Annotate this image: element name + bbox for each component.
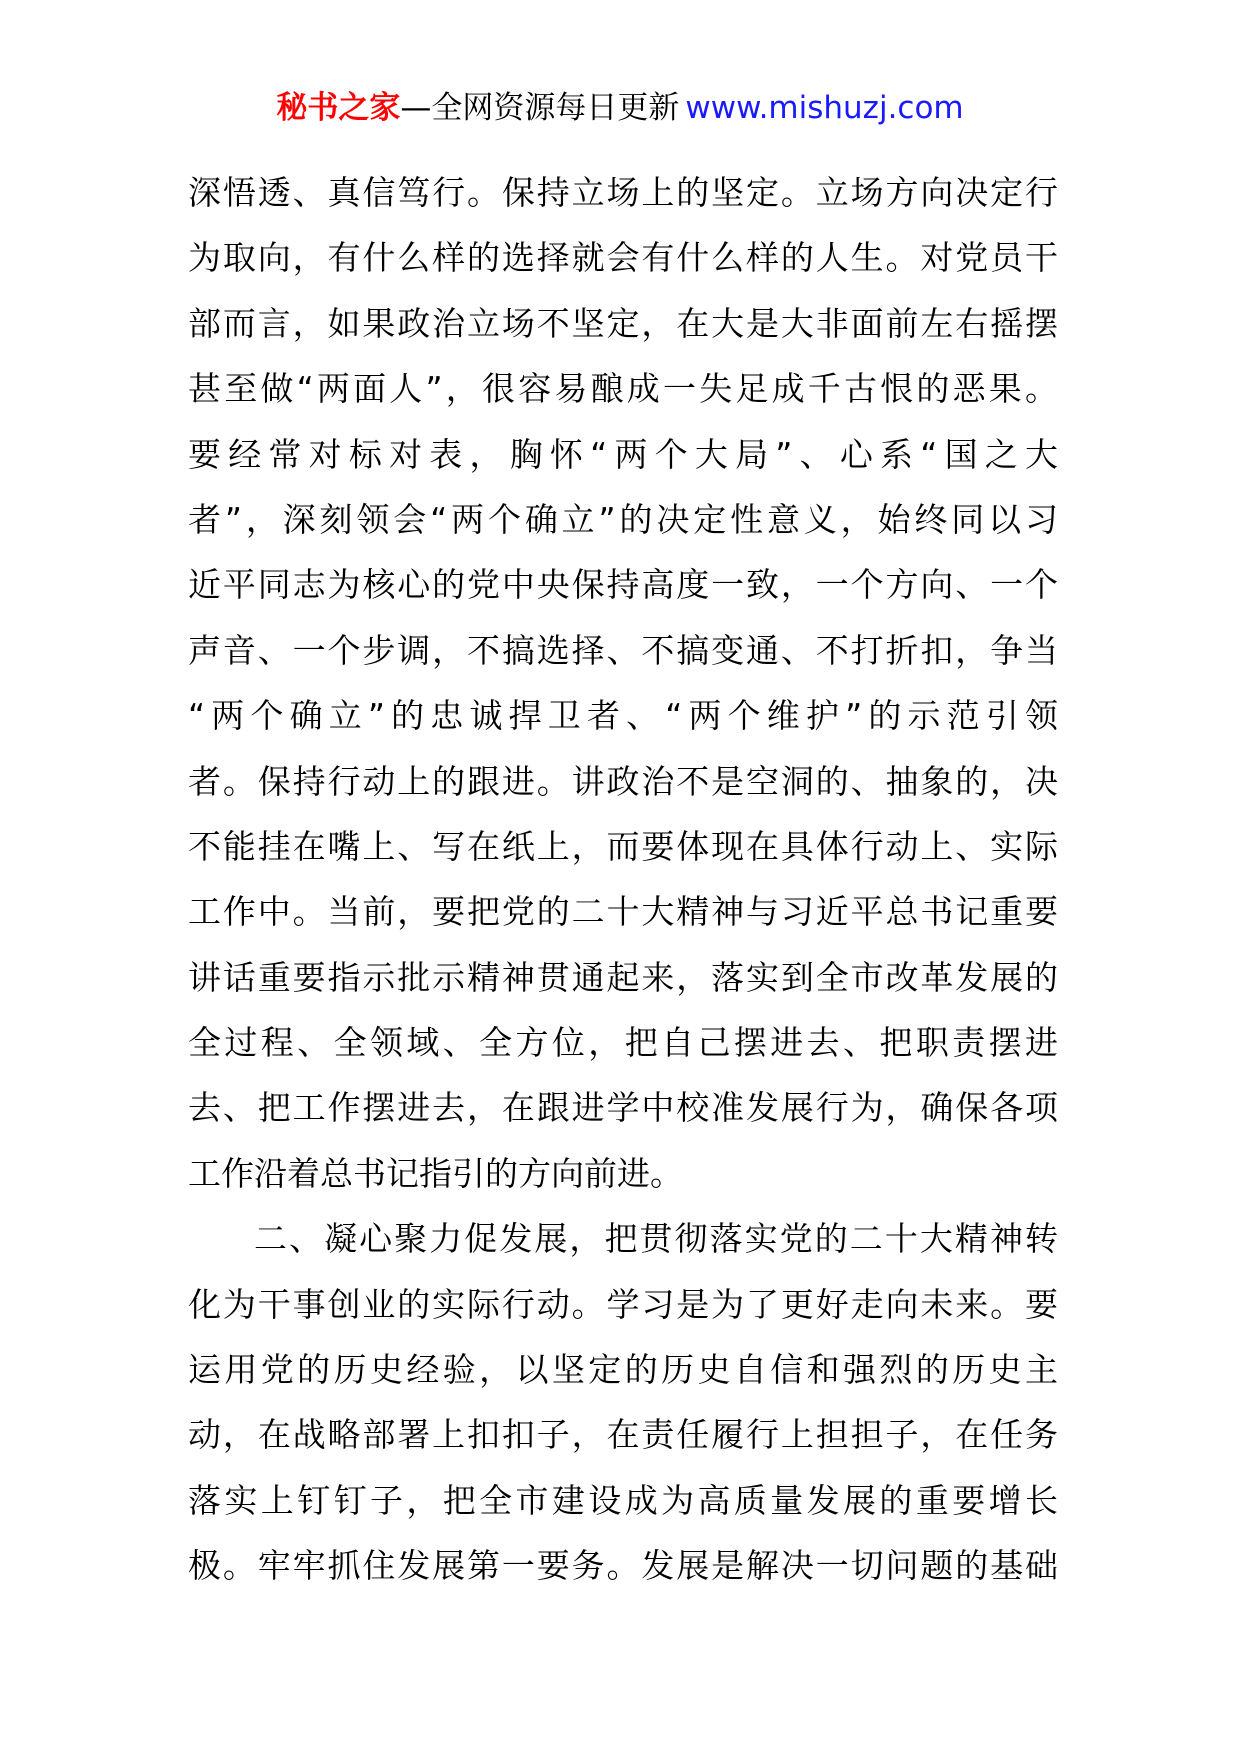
text-line: 化为干事创业的实际行动。学习是为了更好走向未来。要 [188, 1284, 1058, 1324]
document-body [188, 160, 1058, 1599]
text-line: 落实上钉钉子，把全市建设成为高质量发展的重要增长 [188, 1480, 1058, 1520]
text-line: 要经常对标对表，胸怀“两个大局”、心系“国之大 [188, 434, 1058, 474]
text-line: 声音、一个步调，不搞选择、不搞变通、不打折扣，争当 [188, 630, 1058, 670]
section-heading-line: 二、凝心聚力促发展，把贯彻落实党的二十大精神转 [254, 1219, 1058, 1259]
paragraph-end-line: 工作沿着总书记指引的方向前进。 [188, 1153, 683, 1193]
text-line: 深悟透、真信笃行。保持立场上的坚定。立场方向决定行 [188, 173, 1058, 212]
text-line: 近平同志为核心的党中央保持高度一致，一个方向、一个 [188, 565, 1058, 605]
header-tagline: —全网资源每日更新 [400, 90, 680, 126]
text-line: 极。牢牢抓住发展第一要务。发展是解决一切问题的基础 [188, 1546, 1058, 1586]
text-line: 者。保持行动上的跟进。讲政治不是空洞的、抽象的，决 [188, 761, 1058, 801]
text-line: 去、把工作摆进去，在跟进学中校准发展行为，确保各项 [188, 1088, 1058, 1128]
text-line: 运用党的历史经验，以坚定的历史自信和强烈的历史主 [188, 1350, 1058, 1390]
text-line: 工作中。当前，要把党的二十大精神与习近平总书记重要 [188, 892, 1058, 932]
text-line: 动，在战略部署上扣扣子，在责任履行上担担子，在任务 [188, 1415, 1058, 1455]
brand-name: 秘书之家 [276, 90, 401, 126]
text-line: 全过程、全领域、全方位，把自己摆进去、把职责摆进 [188, 1023, 1058, 1063]
text-line: 讲话重要指示批示精神贯通起来，落实到全市改革发展的 [188, 957, 1058, 997]
text-line: 部而言，如果政治立场不坚定，在大是大非面前左右摇摆 [188, 303, 1058, 343]
text-line: “两个确立”的忠诚捍卫者、“两个维护”的示范引领 [188, 696, 1058, 736]
site-header [0, 88, 1240, 128]
text-line: 者”，深刻领会“两个确立”的决定性意义，始终同以习 [188, 499, 1058, 539]
text-line: 甚至做“两面人”，很容易酿成一失足成千古恨的恶果。 [188, 369, 1058, 409]
text-line: 不能挂在嘴上、写在纸上，而要体现在具体行动上、实际 [188, 826, 1058, 866]
text-line: 为取向，有什么样的选择就会有什么样的人生。对党员干 [188, 238, 1058, 278]
site-url-link[interactable]: www.mishuzj.com [685, 90, 964, 126]
